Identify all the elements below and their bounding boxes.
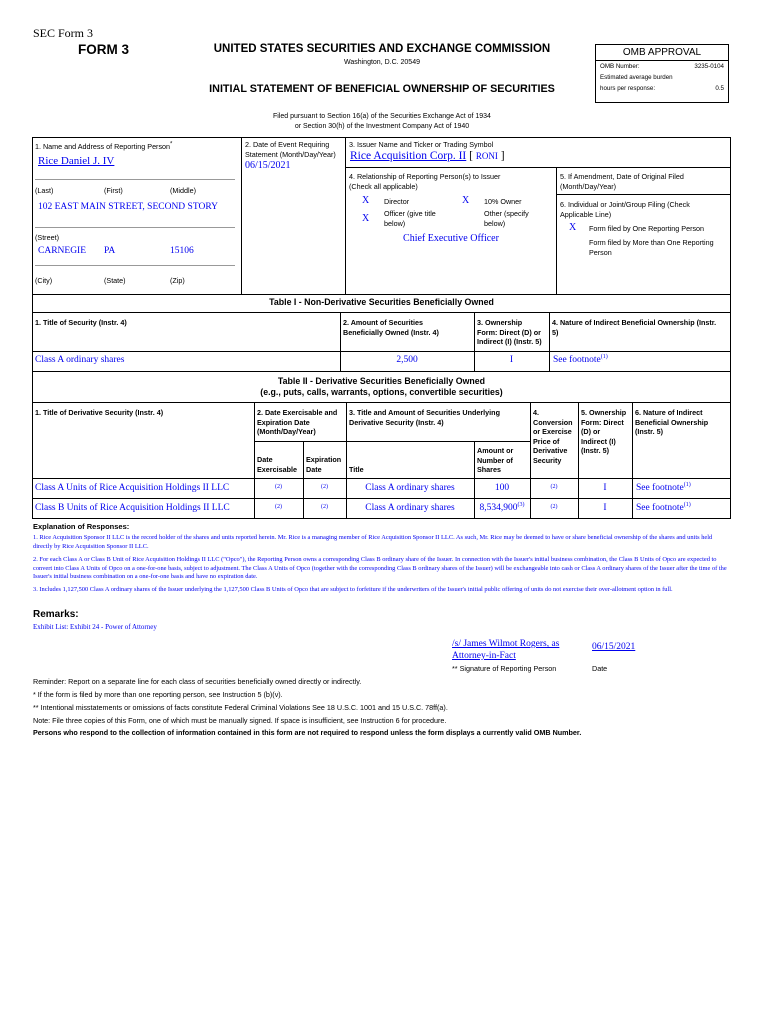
state-value: PA	[104, 246, 116, 256]
t2-col3-sub1: Title	[349, 465, 364, 474]
t2-row1-title: Class A Units of Rice Acquisition Holdings II LLC	[35, 483, 230, 493]
footnote-2: 2. For each Class A or Class B Unit of Rice Acquisition Holdings II LLC ("Opco"), the Reporting Person owns a corresponding Class B ordinary share of the Issuer. In connection with the Issuer's initial business combination, the Class B Units of Opco are expected to convert into Class A Units of Opco on a one-for-one basis, subject to adjustment. The Class A Units of Opco (together with the corresponding Class B ordinary shares of the Issuer) will be exchangeable into cash or Class A ordinary shares of the Issuer after the time of the Issuer's initial business combination on a one-for-one basis and have no expiration date.	[33, 556, 727, 581]
signature-label: ** Signature of Reporting Person	[452, 664, 557, 673]
signature-date: 06/15/2021	[592, 642, 636, 652]
reminder-note: Reminder: Report on a separate line for each class of securities beneficially owned directly or indirectly.	[33, 677, 362, 686]
date-label: Date	[592, 664, 608, 673]
omb-approval-box	[595, 44, 729, 103]
more-person-label: Form filed by More than One Reporting Person	[589, 238, 714, 257]
filed-line-1: Filed pursuant to Section 16(a) of the Securities Exchange Act of 1934	[273, 113, 491, 120]
remarks-heading: Remarks:	[33, 609, 79, 620]
director-label: Director	[384, 197, 410, 206]
table-1-title: Table I - Non-Derivative Securities Beneficially Owned	[269, 297, 494, 307]
form-title: INITIAL STATEMENT OF BENEFICIAL OWNERSHIP OF SECURITIES	[209, 83, 555, 95]
sec-form-label: SEC Form 3	[33, 26, 94, 40]
reporting-person-name[interactable]: Rice Daniel J. IV	[38, 155, 115, 167]
one-person-check[interactable]: X	[569, 222, 577, 233]
zip-value: 15106	[170, 246, 194, 256]
t2-col5-header: 5. Ownership Form: Direct (D) or Indirect (I) (Instr. 5)	[581, 408, 627, 455]
remarks-text: Exhibit List: Exhibit 24 - Power of Attorney	[33, 623, 157, 631]
omb-hours-label: hours per response:	[600, 85, 656, 92]
first-label: (First)	[104, 186, 123, 195]
t1-row-form: I	[509, 355, 514, 365]
t2-row1-amount: 100	[494, 483, 510, 493]
ticker-symbol: RONI	[475, 151, 498, 161]
t2-row2-title: Class B Units of Rice Acquisition Holdings II LLC	[35, 503, 230, 513]
double-star-note: ** Intentional misstatements or omissions of facts constitute Federal Criminal Violations See 18 U.S.C. 1001 and 15 U.S.C. 78ff(a).	[33, 703, 448, 712]
t2-row1-underlying: Class A ordinary shares	[365, 483, 455, 493]
city-value: CARNEGIE	[38, 246, 87, 256]
city-label: (City)	[35, 276, 53, 285]
t2-row1-nature: See footnote$^{(1)}$	[636, 481, 691, 493]
bracket-close: ]	[500, 150, 505, 162]
table-2-title: Table II - Derivative Securities Beneficially Owned (e.g., puts, calls, warrants, options, convertible securities)	[260, 376, 503, 397]
footnote-1: 1. Rice Acquisition Sponsor II LLC is the record holder of the shares and units reported herein. Mr. Rice is a managing member of Rice Acquisition Sponsor II LLC. As such, Mr. Rice may be deemed to have or share beneficial ownership of the shares and units held directly by Rice Acquisition Sponsor II LLC.	[33, 534, 713, 550]
t1-row-nature: See footnote$^{(1)}$	[553, 353, 608, 365]
file-copies-note: Note: File three copies of this Form, one of which must be manually signed. If space is insufficient, see Instruction 6 for procedure.	[33, 716, 447, 725]
t1-row-amount: 2,500	[396, 355, 418, 365]
agency-address: Washington, D.C. 20549	[343, 59, 420, 66]
t2-row1-exercisable: (2)	[275, 484, 282, 490]
box1-label: 1. Name and Address of Reporting Person*	[35, 141, 173, 151]
bracket-open: [	[469, 150, 473, 162]
box6-label: 6. Individual or Joint/Group Filing (Check Applicable Line)	[560, 200, 690, 219]
box2-label: 2. Date of Event Requiring Statement (Month/Day/Year)	[245, 140, 336, 159]
omb-burden-label: Estimated average burden	[600, 74, 673, 81]
t2-row1-form: I	[603, 483, 607, 493]
t1-col2-header: 2. Amount of Securities Beneficially Owned (Instr. 4)	[343, 318, 439, 337]
explanation-heading: Explanation of Responses:	[33, 522, 130, 531]
omb-hours-row	[600, 83, 724, 94]
state-label: (State)	[104, 276, 126, 285]
owner-label: 10% Owner	[484, 197, 522, 206]
t2-row2-amount: 8,534,900$^{(3)}$	[479, 501, 525, 513]
persons-respond-note: Persons who respond to the collection of information contained in this form are not required to respond unless the form displays a currently valid OMB Number.	[33, 728, 582, 737]
street-label: (Street)	[35, 233, 59, 242]
t1-row-title: Class A ordinary shares	[35, 355, 125, 365]
t2-row2-nature: See footnote$^{(1)}$	[636, 501, 691, 513]
middle-label: (Middle)	[170, 186, 196, 195]
star-note: * If the form is filed by more than one reporting person, see Instruction 5 (b)(v).	[33, 690, 283, 699]
officer-label: Officer (give title below)	[384, 209, 436, 228]
t2-col2-sub1: Date Exercisable	[257, 455, 297, 474]
last-label: (Last)	[35, 186, 54, 195]
t2-col3-header: 3. Title and Amount of Securities Underlying Derivative Security (Instr. 4)	[349, 408, 500, 427]
other-label: Other (specify below)	[484, 209, 529, 228]
issuer-line	[350, 150, 505, 162]
t1-col1-header: 1. Title of Security (Instr. 4)	[35, 318, 127, 327]
t2-col2-sub2: Expiration Date	[306, 455, 342, 474]
issuer-name-link[interactable]: Rice Acquisition Corp. II	[350, 150, 467, 162]
omb-number-value: 3235-0104	[694, 63, 724, 70]
signature-name[interactable]: /s/ James Wilmot Rogers, as Attorney-in-Fact	[452, 639, 560, 661]
filed-line-2: or Section 30(h) of the Investment Company Act of 1940	[294, 123, 470, 130]
t2-row2-price: (2)	[550, 504, 558, 510]
zip-label: (Zip)	[170, 276, 185, 285]
t2-row1-expiration: (2)	[321, 484, 328, 490]
omb-number-label: OMB Number:	[600, 63, 640, 70]
director-check[interactable]: X	[362, 195, 370, 206]
street-value: 102 EAST MAIN STREET, SECOND STORY	[38, 202, 218, 212]
filed-pursuant	[180, 112, 584, 132]
t2-row1-price: (2)	[550, 484, 558, 490]
omb-hours-value: 0.5	[715, 85, 724, 92]
t2-row2-expiration: (2)	[321, 504, 328, 510]
omb-title: OMB APPROVAL	[596, 45, 728, 61]
t2-col3-sub2: Amount or Number of Shares	[477, 446, 514, 474]
t2-row2-exercisable: (2)	[275, 504, 282, 510]
form-number: FORM 3	[78, 42, 130, 57]
t1-col4-header: 4. Nature of Indirect Beneficial Ownership (Instr. 5)	[552, 318, 717, 337]
officer-title: Chief Executive Officer	[403, 233, 499, 244]
one-person-label: Form filed by One Reporting Person	[589, 224, 705, 233]
box4-label: 4. Relationship of Reporting Person(s) to Issuer (Check all applicable)	[349, 172, 501, 191]
omb-number-row	[600, 61, 724, 72]
officer-check[interactable]: X	[362, 213, 370, 224]
t1-col3-header: 3. Ownership Form: Direct (D) or Indirect (I) (Instr. 5)	[477, 318, 542, 346]
t2-row2-underlying: Class A ordinary shares	[365, 503, 455, 513]
box3-label: 3. Issuer Name and Ticker or Trading Symbol	[349, 140, 494, 149]
box5-label: 5. If Amendment, Date of Original Filed (Month/Day/Year)	[560, 172, 684, 191]
t2-col1-header: 1. Title of Derivative Security (Instr. 4)	[35, 408, 164, 417]
t2-col4-header: 4. Conversion or Exercise Price of Derivative Security	[533, 408, 573, 465]
t2-col2-header: 2. Date Exercisable and Expiration Date (Month/Day/Year)	[257, 408, 338, 436]
event-date: 06/15/2021	[245, 160, 291, 171]
owner-check[interactable]: X	[462, 195, 470, 206]
footnote-3: 3. Includes 1,127,500 Class A ordinary shares of the Issuer underlying the 1,127,500 Class B Units of Opco that are subject to forfeiture if the underwriters of the Issuer's initial public offering of units do not exercise their over-allotment option in full.	[33, 586, 673, 593]
t2-row2-form: I	[603, 503, 607, 513]
t2-col6-header: 6. Nature of Indirect Beneficial Ownership (Instr. 5)	[635, 408, 709, 436]
agency-name: UNITED STATES SECURITIES AND EXCHANGE COMMISSION	[213, 43, 551, 55]
